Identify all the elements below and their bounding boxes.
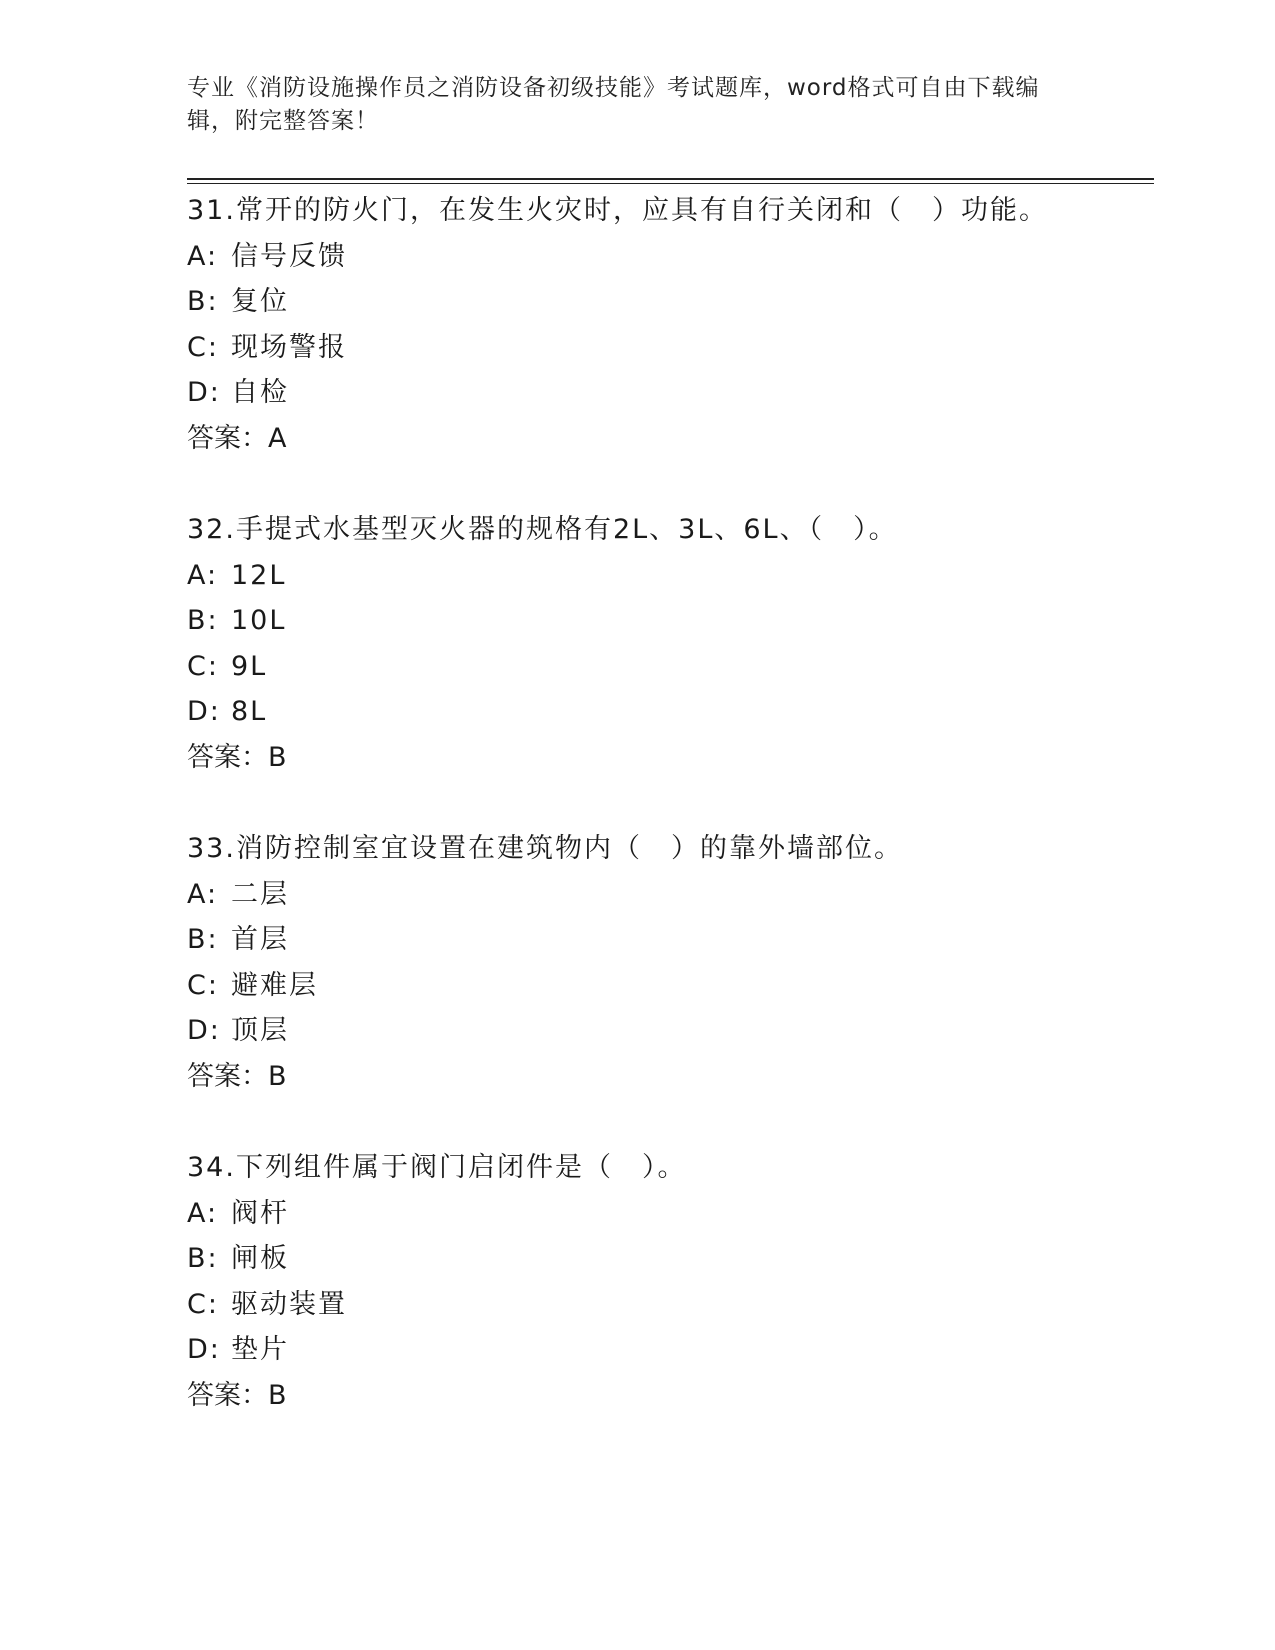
option-letter: B: bbox=[187, 605, 219, 636]
option-text: 信号反馈 bbox=[231, 240, 347, 272]
question-32 bbox=[187, 507, 1147, 780]
option-letter: B: bbox=[187, 1243, 219, 1274]
option-d bbox=[187, 1008, 1147, 1054]
option-letter: D: bbox=[187, 696, 221, 727]
answer-line: 答案：B bbox=[187, 741, 287, 773]
option-letter: C: bbox=[187, 650, 219, 682]
answer-line: 答案：B bbox=[187, 1379, 287, 1411]
option-text: 现场警报 bbox=[231, 331, 347, 363]
option-letter: C: bbox=[187, 331, 219, 363]
question-31 bbox=[187, 188, 1147, 461]
option-letter: A: bbox=[187, 878, 219, 910]
option-text: 二层 bbox=[231, 878, 289, 910]
question-stem: 32.手提式水基型灭火器的规格有2L、3L、6L、（ ）。 bbox=[187, 514, 898, 545]
option-text: 复位 bbox=[231, 286, 289, 317]
option-text: 避难层 bbox=[231, 969, 318, 1001]
option-text: 9L bbox=[231, 650, 268, 682]
option-text: 自检 bbox=[231, 377, 289, 408]
option-letter: B: bbox=[187, 924, 219, 955]
option-text: 垫片 bbox=[231, 1334, 289, 1365]
option-letter: C: bbox=[187, 969, 219, 1001]
option-b bbox=[187, 917, 1147, 963]
option-text: 10L bbox=[231, 605, 287, 636]
option-c bbox=[187, 325, 1147, 371]
option-text: 顶层 bbox=[231, 1015, 289, 1046]
option-d bbox=[187, 689, 1147, 735]
option-letter: D: bbox=[187, 1334, 221, 1365]
option-b bbox=[187, 279, 1147, 325]
option-c bbox=[187, 1282, 1147, 1328]
header-rule-thin bbox=[187, 183, 1154, 184]
header-rule-thick bbox=[187, 178, 1154, 180]
option-a bbox=[187, 1191, 1147, 1237]
option-b bbox=[187, 1236, 1147, 1282]
option-letter: D: bbox=[187, 1015, 221, 1046]
option-letter: A: bbox=[187, 240, 219, 272]
option-letter: A: bbox=[187, 559, 219, 591]
option-b bbox=[187, 598, 1147, 644]
question-34 bbox=[187, 1145, 1147, 1418]
option-c bbox=[187, 644, 1147, 690]
option-text: 驱动装置 bbox=[231, 1288, 347, 1320]
question-33 bbox=[187, 826, 1147, 1099]
answer-line: 答案：A bbox=[187, 422, 287, 454]
question-stem: 31.常开的防火门，在发生火灾时，应具有自行关闭和（ ）功能。 bbox=[187, 195, 1048, 226]
option-c bbox=[187, 963, 1147, 1009]
option-text: 8L bbox=[231, 696, 268, 727]
document-header: 专业《消防设施操作员之消防设备初级技能》考试题库，word格式可自由下载编辑，附完整答案！ bbox=[187, 75, 1040, 134]
option-a bbox=[187, 872, 1147, 918]
option-letter: A: bbox=[187, 1197, 219, 1229]
option-d bbox=[187, 370, 1147, 416]
option-a bbox=[187, 234, 1147, 280]
option-a bbox=[187, 553, 1147, 599]
option-text: 闸板 bbox=[231, 1243, 289, 1274]
question-stem: 34.下列组件属于阀门启闭件是（ ）。 bbox=[187, 1152, 687, 1183]
option-letter: D: bbox=[187, 377, 221, 408]
option-text: 阀杆 bbox=[231, 1197, 289, 1229]
question-stem: 33.消防控制室宜设置在建筑物内（ ）的靠外墙部位。 bbox=[187, 833, 903, 864]
option-letter: C: bbox=[187, 1288, 219, 1320]
option-text: 12L bbox=[231, 559, 287, 591]
answer-line: 答案：B bbox=[187, 1060, 287, 1092]
option-letter: B: bbox=[187, 286, 219, 317]
option-d bbox=[187, 1327, 1147, 1373]
option-text: 首层 bbox=[231, 924, 289, 955]
